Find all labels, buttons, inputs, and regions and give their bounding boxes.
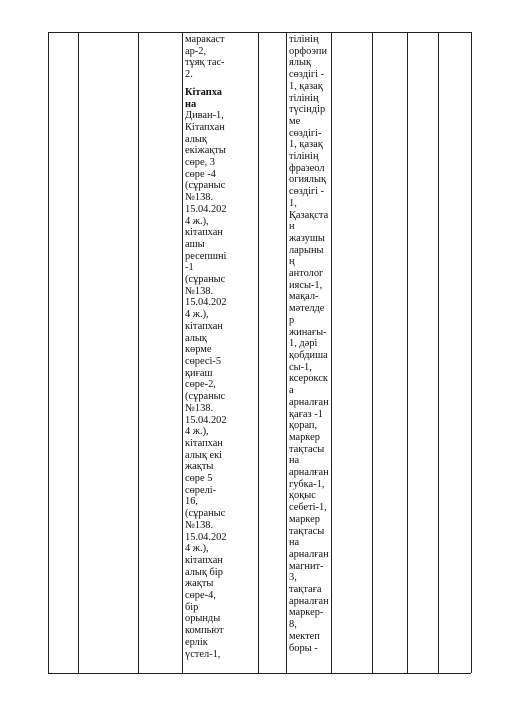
text-line: 3, [289, 572, 297, 584]
text-line: (сұраныс [185, 391, 226, 403]
table-bottom-border [48, 673, 471, 674]
text-line: 1, қазақ [289, 139, 323, 151]
table-column-border [438, 32, 439, 673]
text-line: антолог [289, 268, 324, 280]
text-line: ларыны [289, 244, 324, 256]
text-line: бір [185, 601, 199, 613]
text-line: сөре -4 [185, 168, 216, 180]
text-line: тілінің [289, 92, 319, 104]
text-line: тілінің [289, 151, 319, 163]
text-line: 15.04.202 [185, 414, 227, 426]
text-line: 16, [185, 496, 198, 508]
table-column-border [258, 32, 259, 673]
text-line: жақты [185, 461, 214, 473]
text-line: орфоэпи [289, 45, 328, 57]
text-line: маркер [289, 513, 320, 525]
text-line: сөре 5 [185, 473, 213, 485]
text-line: 4 ж.), [185, 309, 209, 321]
text-line: 1, [289, 197, 297, 209]
text-line: магнит- [289, 560, 324, 572]
text-line: иясы-1, [289, 279, 323, 291]
text-line: тұяқ тас- [185, 57, 225, 69]
text-line: 2. [185, 69, 193, 81]
text-line: сөре, 3 [185, 157, 216, 169]
text-line: огиялық [289, 174, 327, 186]
text-line: ресепшні [185, 250, 227, 262]
text-line: ң [289, 256, 295, 268]
table-column-border [407, 32, 408, 673]
text-line: тақтасы [289, 525, 325, 537]
text-line: компьют [185, 625, 224, 637]
section-heading-line: Кітапха [185, 86, 222, 98]
text-line: маракаст [185, 34, 225, 45]
text-line: 15.04.202 [185, 297, 227, 309]
text-line: 4 ж.), [185, 543, 209, 555]
text-line: 1, дәрі [289, 338, 318, 350]
text-line: ме [289, 115, 301, 127]
text-line: арналған [289, 467, 329, 479]
text-line: қобдиша [289, 349, 328, 361]
text-line: қиғаш [185, 367, 213, 379]
text-line: алық [185, 332, 207, 344]
text-line: на [289, 537, 300, 549]
text-line: губка-1, [289, 478, 325, 490]
table-column-border [138, 32, 139, 673]
text-line: сөре-4, [185, 590, 216, 602]
text-line: жақты [185, 578, 214, 590]
text-line: алық бір [185, 566, 223, 578]
text-line: қоқыс [289, 490, 316, 502]
table-column-border [471, 32, 472, 673]
text-line: екіжақты [185, 145, 226, 157]
text-line: жинағы- [289, 326, 327, 338]
text-line: тілінің [289, 34, 319, 45]
text-line: мақал- [289, 291, 319, 303]
text-line: кітапхан [185, 227, 223, 239]
text-line: қорап, [289, 420, 318, 432]
text-line: ялық [289, 57, 311, 69]
text-line: арналған [289, 595, 329, 607]
text-line: сы-1, [289, 361, 312, 373]
text-line: №138. [185, 285, 214, 297]
text-line: алық екі [185, 449, 223, 461]
text-line: кітапхан [185, 554, 223, 566]
text-line: 8, [289, 619, 297, 631]
text-line: арналған [289, 396, 329, 408]
text-line: ар-2, [185, 45, 207, 57]
text-line: көрме [185, 344, 212, 356]
text-line: маркер [289, 431, 320, 443]
text-line: түсіндір [289, 104, 326, 116]
text-line: (сұраныс [185, 508, 226, 520]
text-line: тақтаға [289, 584, 322, 596]
text-line: Диван-1, [185, 110, 224, 122]
text-line: -1 [185, 262, 194, 274]
text-line: сөресі-5 [185, 355, 222, 367]
text-line: 4 ж.), [185, 426, 209, 438]
text-line: алық [185, 133, 207, 145]
text-line: на [289, 455, 300, 467]
text-line: мектеп [289, 630, 320, 642]
text-line: сөздігі - [289, 186, 325, 198]
text-line: сөрелі- [185, 484, 217, 496]
text-line: ашы [185, 238, 205, 250]
table-column-border [78, 32, 79, 673]
text-line: боры - [289, 642, 318, 654]
text-line: кітапхан [185, 437, 223, 449]
text-line: үстел-1, [185, 648, 221, 660]
text-line: қағаз -1 [289, 408, 323, 420]
text-line: 15.04.202 [185, 531, 227, 543]
text-line: маркер- [289, 607, 324, 619]
text-line: №138. [185, 402, 214, 414]
table-cell-supplies-list [289, 34, 329, 654]
text-line: фразеол [289, 162, 325, 174]
text-line: мәтелде [289, 303, 325, 315]
text-line: (сұраныс [185, 180, 226, 192]
text-line: Қазақста [289, 209, 329, 221]
text-line: сөздігі - [289, 69, 325, 81]
table-column-border [286, 32, 287, 673]
table-column-border [331, 32, 332, 673]
text-line: сөздігі- [289, 127, 322, 139]
table-cell-equipment-list [185, 34, 257, 660]
text-line: арналған [289, 548, 329, 560]
text-line: №138. [185, 192, 214, 204]
text-line: сөре-2, [185, 379, 216, 391]
text-line: 4 ж.), [185, 215, 209, 227]
text-line: жазушы [289, 232, 325, 244]
text-line: 15.04.202 [185, 203, 227, 215]
table-column-border [48, 32, 49, 673]
text-line: тақтасы [289, 443, 325, 455]
text-line: н [289, 221, 295, 233]
table-column-border [182, 32, 183, 673]
text-line: Кітапхан [185, 121, 225, 133]
text-line: кітапхан [185, 320, 223, 332]
text-line: ерлік [185, 636, 208, 648]
text-line: орынды [185, 613, 221, 625]
table-column-border [372, 32, 373, 673]
text-line: №138. [185, 519, 214, 531]
section-heading-line: на [185, 98, 197, 110]
text-line: (сұраныс [185, 274, 226, 286]
text-line: р [289, 314, 295, 326]
text-line: 1, қазақ [289, 80, 323, 92]
text-line: себеті-1, [289, 502, 327, 514]
text-line: а [289, 385, 294, 397]
text-line: ксерокск [289, 373, 328, 385]
